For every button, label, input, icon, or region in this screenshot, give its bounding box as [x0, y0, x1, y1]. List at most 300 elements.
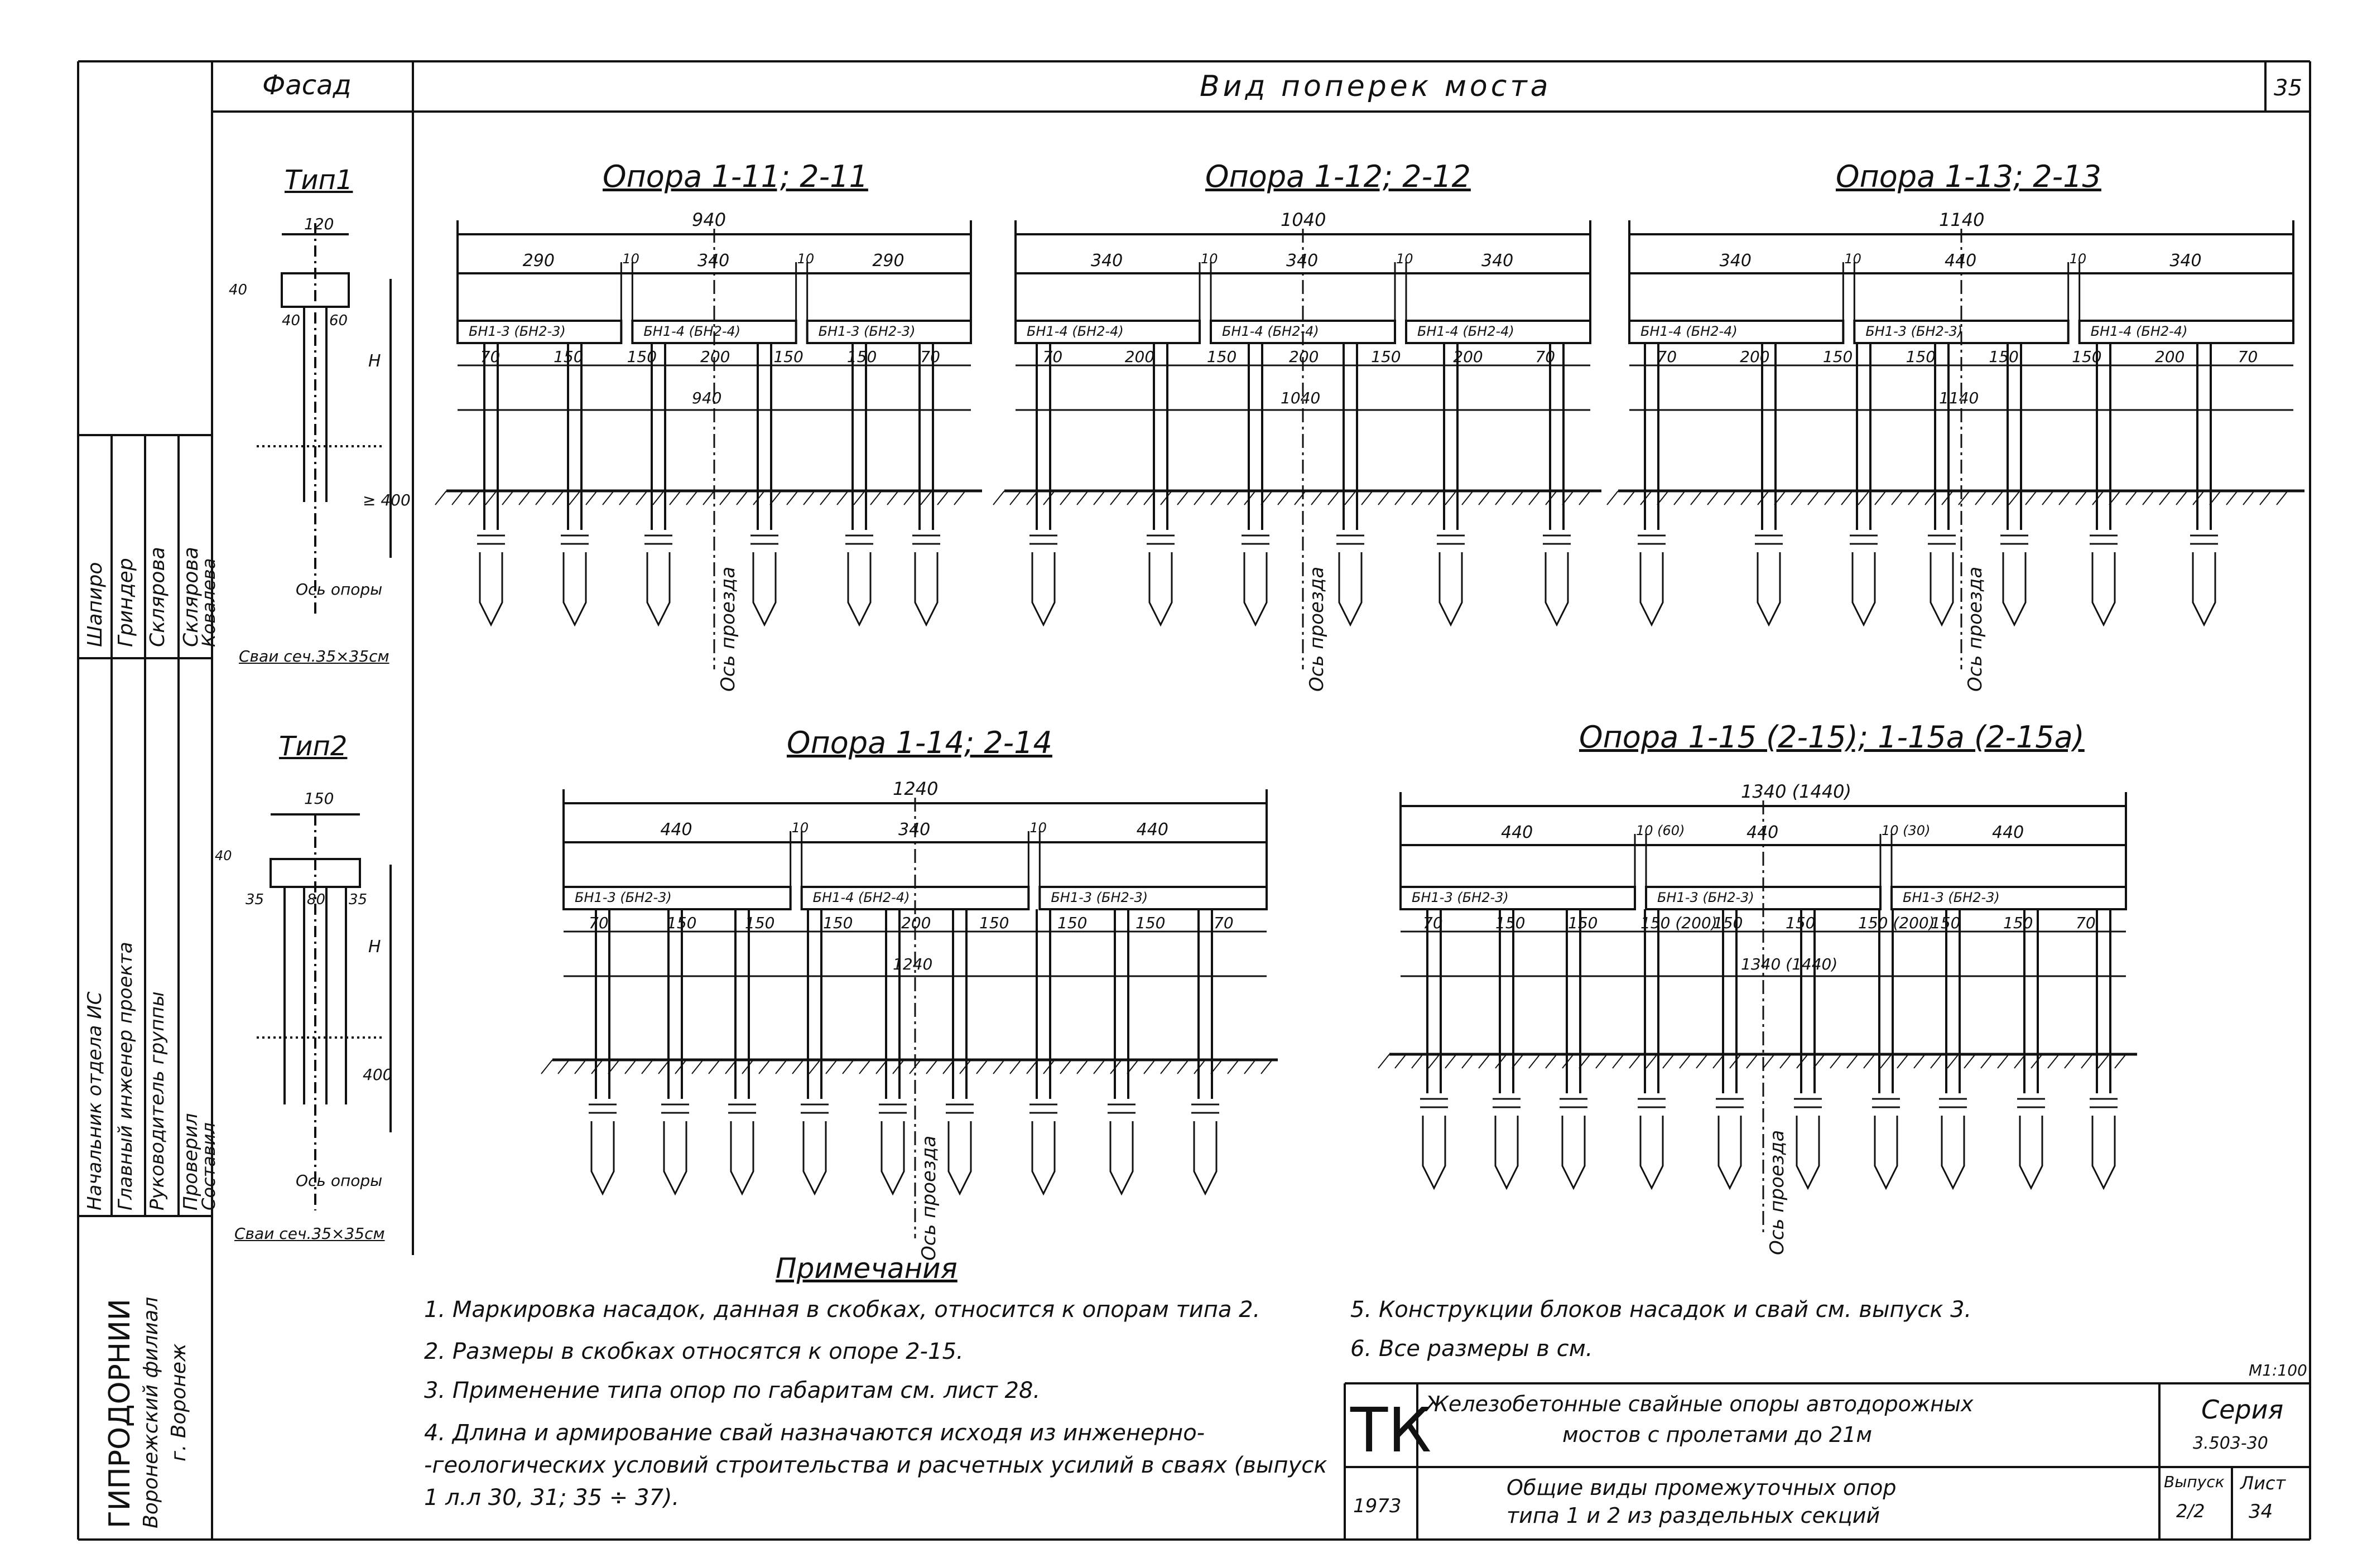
ground-hatch: [1361, 491, 1373, 505]
pile-spacing: 150: [2003, 914, 2033, 932]
view-across-label: Вид поперек моста: [1200, 70, 1552, 103]
ground-hatch: [1808, 491, 1819, 505]
span-dimension: 440: [1136, 820, 1168, 840]
pile-tip: [1440, 552, 1462, 625]
note-2: 2. Размеры в скобках относятся к опоре 2-15.: [424, 1339, 964, 1364]
pile-tip: [1640, 1116, 1663, 1188]
ground-hatch: [1880, 1054, 1892, 1068]
type1-title: Тип1: [285, 165, 353, 196]
axis-label: Ось проезда: [717, 566, 739, 692]
ground-hatch: [1077, 491, 1088, 505]
ground-hatch: [926, 1060, 937, 1074]
cap-marking: БН1-3 (БН2-3): [1412, 890, 1509, 905]
notes-title: Примечания: [776, 1252, 958, 1285]
span-dimension: 290: [872, 251, 904, 271]
ground-hatch: [653, 491, 664, 505]
role-made: Составил: [198, 1122, 219, 1210]
ground-hatch: [1858, 491, 1869, 505]
pile-spacing: 70: [920, 348, 940, 366]
type1-dim: ≥ 400: [363, 491, 411, 509]
ground-hatch: [1412, 491, 1423, 505]
pile-spacing: 150: [1822, 348, 1853, 366]
ground-hatch: [787, 491, 798, 505]
pile-spacing: 200: [901, 914, 931, 932]
pile-spacing: 150: [1057, 914, 1088, 932]
ground-hatch: [1959, 491, 1970, 505]
pile-tip: [1942, 1116, 1964, 1188]
ground-hatch: [1746, 1054, 1758, 1068]
pile-spacing: 200: [1453, 348, 1483, 366]
pile-tip: [1149, 552, 1172, 625]
org-name: ГИПРОДОРНИИ: [103, 1299, 137, 1528]
ground-hatch: [1741, 491, 1752, 505]
ground-hatch: [1177, 491, 1189, 505]
ground-hatch: [837, 491, 848, 505]
ground-hatch: [1495, 491, 1507, 505]
ground-hatch: [1428, 491, 1440, 505]
pile-spacing: 70: [1657, 348, 1677, 366]
ground-hatch: [1825, 491, 1836, 505]
ground-hatch: [1947, 1054, 1959, 1068]
ground-hatch: [1278, 491, 1289, 505]
type2-dim: 40: [215, 848, 232, 863]
pile-tip: [882, 1121, 904, 1194]
ground-hatch: [709, 1060, 720, 1074]
ground-hatch: [586, 491, 597, 505]
type2-dim: 400: [363, 1065, 393, 1084]
span-dimension: 10: [791, 820, 809, 836]
ground-hatch: [1680, 1054, 1691, 1068]
ground-hatch: [1060, 1060, 1071, 1074]
ground-hatch: [1479, 491, 1490, 505]
pile-tip: [591, 1121, 614, 1194]
ground-hatch: [2115, 1054, 2126, 1068]
pile-tip: [2193, 552, 2215, 625]
ground-hatch: [854, 491, 865, 505]
pile-tip: [2092, 552, 2115, 625]
ground-hatch: [1228, 491, 1239, 505]
span-dimension: 440: [1501, 823, 1533, 842]
role-lead: Руководитель группы: [146, 991, 169, 1210]
pile-tip: [1931, 552, 1953, 625]
ground-hatch: [1177, 1060, 1189, 1074]
total-dimension: 1240: [893, 778, 939, 799]
pile-spacing: 150: [2072, 348, 2102, 366]
pile-spacing: 150: [1495, 914, 1526, 932]
ground-hatch: [1378, 1054, 1389, 1068]
pile-tip: [1244, 552, 1267, 625]
pile-spacing: 150: [1136, 914, 1166, 932]
ground-hatch: [1479, 1054, 1490, 1068]
ground-hatch: [625, 1060, 636, 1074]
ground-hatch: [2042, 491, 2053, 505]
ground-hatch: [759, 1060, 770, 1074]
ground-hatch: [1328, 491, 1339, 505]
span-dimension: 10: [2069, 251, 2087, 267]
ground-hatch: [1445, 1054, 1456, 1068]
type1-dim: 40: [282, 312, 301, 329]
span-dimension: 10: [797, 251, 815, 267]
ground-hatch: [993, 491, 1004, 505]
span-dimension: 440: [660, 820, 692, 840]
title-line2: мостов с пролетами до 21м: [1562, 1422, 1873, 1447]
pile-tip: [664, 1121, 686, 1194]
pile-tip: [1423, 1116, 1445, 1188]
ground-hatch: [692, 1060, 703, 1074]
ground-hatch: [820, 491, 831, 505]
ground-hatch: [859, 1060, 870, 1074]
ground-hatch: [1607, 491, 1618, 505]
cap-marking: БН1-4 (БН2-4): [643, 324, 741, 339]
pile-tip: [1853, 552, 1875, 625]
span-dimension: 340: [2169, 251, 2202, 271]
ground-hatch: [1395, 491, 1406, 505]
cap-marking: БН1-4 (БН2-4): [2090, 324, 2188, 339]
total-dimension: 1340 (1440): [1741, 781, 1852, 802]
span-dimension: 340: [1286, 251, 1319, 271]
ground-hatch: [1010, 1060, 1021, 1074]
ground-hatch: [1780, 1054, 1791, 1068]
pile-spacing: 150: [745, 914, 775, 932]
pile-tip: [848, 552, 870, 625]
scale-label: М1:100: [2249, 1361, 2307, 1379]
ground-hatch: [809, 1060, 820, 1074]
pile-spacing: 150: [554, 348, 584, 366]
span-dimension: 10 (30): [1882, 823, 1931, 838]
pile-spacing: 70: [1423, 914, 1443, 932]
span-dimension: 10: [1844, 251, 1861, 267]
ground-hatch: [2176, 491, 2187, 505]
ground-hatch: [1295, 491, 1306, 505]
pile-tip: [1032, 1121, 1055, 1194]
pile-tip: [2092, 1116, 2115, 1188]
note-6: 6. Все размеры в см.: [1350, 1336, 1593, 1362]
ground-hatch: [1875, 491, 1886, 505]
ground-hatch: [776, 1060, 787, 1074]
span-dimension: 440: [1945, 251, 1977, 271]
pile-spacing: 200: [1289, 348, 1319, 366]
pile-spacing: 150: [1906, 348, 1936, 366]
pile-tip: [1797, 1116, 1819, 1188]
ground-hatch: [737, 491, 748, 505]
type1-dim: H: [368, 351, 381, 371]
org-branch: Воронежский филиал: [139, 1296, 162, 1528]
ground-hatch: [603, 491, 614, 505]
ground-hatch: [1378, 491, 1389, 505]
ground-hatch: [552, 491, 564, 505]
pile-spacing: 70: [480, 348, 501, 366]
cap-marking: БН1-3 (БН2-3): [1865, 324, 1963, 339]
pile-spacing: 150 (200): [1640, 914, 1717, 932]
ground-hatch: [1674, 491, 1685, 505]
cap-marking: БН1-3 (БН2-3): [818, 324, 916, 339]
type2-dim: 35: [246, 891, 264, 908]
issue-label: Выпуск: [2164, 1473, 2225, 1491]
span-dimension: 10: [622, 251, 639, 267]
ground-hatch: [452, 491, 463, 505]
pile-spacing: 70: [1535, 348, 1556, 366]
span-dimension: 10: [1396, 251, 1413, 267]
pile-tip: [1194, 1121, 1216, 1194]
bottom-total-dimension: 1140: [1939, 389, 1979, 407]
pile-spacing: 150 (200): [1858, 914, 1935, 932]
ground-hatch: [502, 491, 513, 505]
type2-pile-section: Сваи сеч.35×35см: [234, 1224, 385, 1243]
ground-hatch: [954, 491, 965, 505]
ground-hatch: [435, 491, 446, 505]
cap-marking: БН1-3 (БН2-3): [1903, 890, 2000, 905]
pile-tip: [1495, 1116, 1518, 1188]
bottom-total-dimension: 940: [692, 389, 722, 407]
ground-hatch: [686, 491, 697, 505]
pile-spacing: 70: [1042, 348, 1063, 366]
ground-hatch: [1395, 1054, 1406, 1068]
role-chief: Главный инженер проекта: [114, 942, 137, 1210]
sheet-value: 34: [2249, 1501, 2273, 1523]
pile-spacing: 150: [1786, 914, 1816, 932]
ground-hatch: [1412, 1054, 1423, 1068]
pile-tip: [1758, 552, 1780, 625]
ground-hatch: [792, 1060, 804, 1074]
span-dimension: 10: [1201, 251, 1218, 267]
ground-hatch: [2025, 491, 2037, 505]
span-dimension: 340: [1481, 251, 1514, 271]
support-title: Опора 1-13; 2-13: [1836, 159, 2101, 194]
name-5: Ковалева: [198, 558, 219, 647]
cap-marking: БН1-3 (БН2-3): [1657, 890, 1754, 905]
ground-hatch: [1908, 491, 1919, 505]
ground-hatch: [1110, 491, 1122, 505]
span-dimension: 340: [1091, 251, 1123, 271]
ground-hatch: [1094, 491, 1105, 505]
ground-hatch: [1144, 1060, 1155, 1074]
span-dimension: 340: [898, 820, 931, 840]
pile-tip: [915, 552, 937, 625]
ground-hatch: [1613, 1054, 1624, 1068]
pile-spacing: 70: [1214, 914, 1234, 932]
ground-hatch: [1663, 1054, 1674, 1068]
note-1: 1. Маркировка насадок, данная в скобках, относится к опорам типа 2.: [424, 1297, 1260, 1323]
axis-label: Ось проезда: [918, 1135, 940, 1261]
ground-hatch: [1010, 491, 1021, 505]
facade-label: Фасад: [262, 70, 352, 101]
ground-hatch: [870, 491, 882, 505]
ground-hatch: [1791, 491, 1802, 505]
ground-hatch: [703, 491, 714, 505]
ground-hatch: [2243, 491, 2254, 505]
ground-hatch: [2098, 1054, 2109, 1068]
ground-hatch: [1964, 1054, 1975, 1068]
issue-value: 2/2: [2176, 1501, 2205, 1522]
ground-hatch: [1646, 1054, 1657, 1068]
pile-spacing: 150: [823, 914, 853, 932]
ground-hatch: [2048, 1054, 2059, 1068]
ground-hatch: [619, 491, 631, 505]
pile-tip: [949, 1121, 971, 1194]
ground-hatch: [1211, 491, 1222, 505]
ground-hatch: [1546, 1054, 1557, 1068]
note-5: 5. Конструкции блоков насадок и свай см. выпуск 3.: [1350, 1297, 1972, 1323]
pile-tip: [1719, 1116, 1741, 1188]
axis-label: Ось проезда: [1766, 1130, 1788, 1255]
type2-dim: H: [368, 937, 381, 957]
pile-tip: [731, 1121, 753, 1194]
ground-hatch: [1596, 1054, 1607, 1068]
tk-mark: ТК: [1350, 1395, 1432, 1466]
type2-axis: Ось опоры: [296, 1171, 383, 1190]
pile-spacing: 150: [979, 914, 1009, 932]
ground-hatch: [720, 491, 731, 505]
ground-hatch: [1830, 1054, 1841, 1068]
subtitle-line1: Общие виды промежуточных опор: [1507, 1475, 1897, 1500]
subtitle-line2: типа 1 и 2 из раздельных секций: [1507, 1503, 1880, 1528]
ground-hatch: [1127, 491, 1138, 505]
support-title: Опора 1-11; 2-11: [603, 159, 868, 194]
ground-hatch: [1724, 491, 1735, 505]
series-value: 3.503-30: [2193, 1434, 2268, 1453]
sheet-label: Лист: [2240, 1473, 2286, 1494]
ground-hatch: [1311, 491, 1322, 505]
ground-hatch: [1094, 1060, 1105, 1074]
ground-hatch: [575, 1060, 586, 1074]
cap-marking: БН1-4 (БН2-4): [1222, 324, 1319, 339]
ground-hatch: [558, 1060, 569, 1074]
pile-spacing: 200: [1740, 348, 1770, 366]
pile-spacing: 70: [2238, 348, 2258, 366]
ground-hatch: [541, 1060, 552, 1074]
ground-hatch: [1892, 491, 1903, 505]
ground-hatch: [1228, 1060, 1239, 1074]
ground-hatch: [1914, 1054, 1925, 1068]
pile-spacing: 200: [700, 348, 730, 366]
ground-hatch: [1897, 1054, 1908, 1068]
type1-dim: 60: [329, 312, 348, 329]
ground-hatch: [1529, 1054, 1540, 1068]
series-label: Серия: [2201, 1395, 2284, 1425]
ground-hatch: [921, 491, 932, 505]
ground-hatch: [1624, 491, 1635, 505]
type1-dim: 120: [304, 215, 334, 233]
span-dimension: 10 (60): [1636, 823, 1685, 838]
ground-hatch: [1998, 1054, 2009, 1068]
span-dimension: 340: [1719, 251, 1752, 271]
ground-hatch: [642, 1060, 653, 1074]
pile-tip: [564, 552, 586, 625]
ground-hatch: [2081, 1054, 2092, 1068]
type2-dim: 150: [304, 789, 334, 808]
pile-tip: [1110, 1121, 1133, 1194]
pile-spacing: 70: [2076, 914, 2096, 932]
type2-dim: 80: [307, 891, 326, 908]
ground-hatch: [519, 491, 530, 505]
ground-hatch: [1763, 1054, 1774, 1068]
axis-label: Ось проезда: [1306, 566, 1328, 692]
bottom-total-dimension: 1240: [893, 955, 933, 973]
role-head: Начальник отдела ИС: [84, 991, 106, 1210]
pile-tip: [753, 552, 776, 625]
pile-spacing: 150: [1206, 348, 1237, 366]
ground-hatch: [485, 491, 497, 505]
ground-hatch: [2059, 491, 2070, 505]
type2-dim: 35: [349, 891, 368, 908]
year: 1973: [1353, 1495, 1402, 1517]
ground-hatch: [904, 491, 915, 505]
ground-hatch: [2143, 491, 2154, 505]
bottom-total-dimension: 1040: [1281, 389, 1321, 407]
ground-hatch: [976, 1060, 988, 1074]
ground-hatch: [636, 491, 647, 505]
cap-marking: БН1-4 (БН2-4): [1640, 324, 1738, 339]
cap-marking: БН1-4 (БН2-4): [812, 890, 910, 905]
note-3: 3. Применение типа опор по габаритам см. лист 28.: [424, 1378, 1041, 1403]
ground-hatch: [887, 491, 898, 505]
pile-spacing: 150: [1989, 348, 2019, 366]
ground-hatch: [1975, 491, 1986, 505]
pile-tip: [647, 552, 670, 625]
span-dimension: 10: [1029, 820, 1047, 836]
ground-hatch: [2277, 491, 2288, 505]
ground-hatch: [1445, 491, 1456, 505]
ground-hatch: [2226, 491, 2238, 505]
pile-spacing: 200: [1124, 348, 1155, 366]
pile-spacing: 70: [589, 914, 609, 932]
name-4: Склярова: [180, 547, 203, 647]
ground-hatch: [670, 491, 681, 505]
pile-tip: [1546, 552, 1568, 625]
ground-hatch: [536, 491, 547, 505]
ground-hatch: [1864, 1054, 1875, 1068]
role-checked: Проверил: [180, 1113, 202, 1210]
pile-tip: [804, 1121, 826, 1194]
cap-marking: БН1-3 (БН2-3): [469, 324, 566, 339]
note-4: 4. Длина и армирование свай назначаются исходя из инженерно- -геологических условий строительства и расчетных усилий в сваях (выпуск 1 л.л 30, 31; 35 ÷ 37).: [424, 1420, 1327, 1511]
span-dimension: 340: [697, 251, 730, 271]
ground-hatch: [1847, 1054, 1858, 1068]
type1-dim: 40: [229, 282, 248, 298]
support-title: Опора 1-12; 2-12: [1205, 159, 1471, 194]
name-1: Шапиро: [84, 562, 107, 647]
pile-spacing: 150: [846, 348, 877, 366]
pile-spacing: 150: [627, 348, 657, 366]
pile-tip: [2003, 552, 2025, 625]
ground-hatch: [1707, 491, 1719, 505]
pile-spacing: 150: [1713, 914, 1743, 932]
span-dimension: 290: [522, 251, 555, 271]
pile-spacing: 200: [2154, 348, 2185, 366]
ground-hatch: [1462, 491, 1473, 505]
ground-hatch: [569, 491, 580, 505]
pile-spacing: 150: [667, 914, 697, 932]
type1-pile-section: Сваи сеч.35×35см: [239, 647, 389, 665]
ground-hatch: [1696, 1054, 1707, 1068]
ground-hatch: [937, 491, 949, 505]
type2-title: Тип2: [279, 731, 348, 762]
cap-marking: БН1-3 (БН2-3): [1051, 890, 1148, 905]
ground-hatch: [2260, 491, 2271, 505]
ground-hatch: [1931, 1054, 1942, 1068]
type1-axis: Ось опоры: [296, 580, 383, 599]
ground-hatch: [826, 1060, 837, 1074]
org-city: г. Воронеж: [167, 1343, 190, 1461]
ground-hatch: [2159, 491, 2171, 505]
sheet-number: 35: [2274, 75, 2302, 101]
ground-hatch: [2065, 1054, 2076, 1068]
ground-hatch: [1060, 491, 1071, 505]
ground-hatch: [1462, 1054, 1473, 1068]
cap-marking: БН1-4 (БН2-4): [1417, 324, 1514, 339]
ground-hatch: [469, 491, 480, 505]
pile-spacing: 150: [773, 348, 804, 366]
